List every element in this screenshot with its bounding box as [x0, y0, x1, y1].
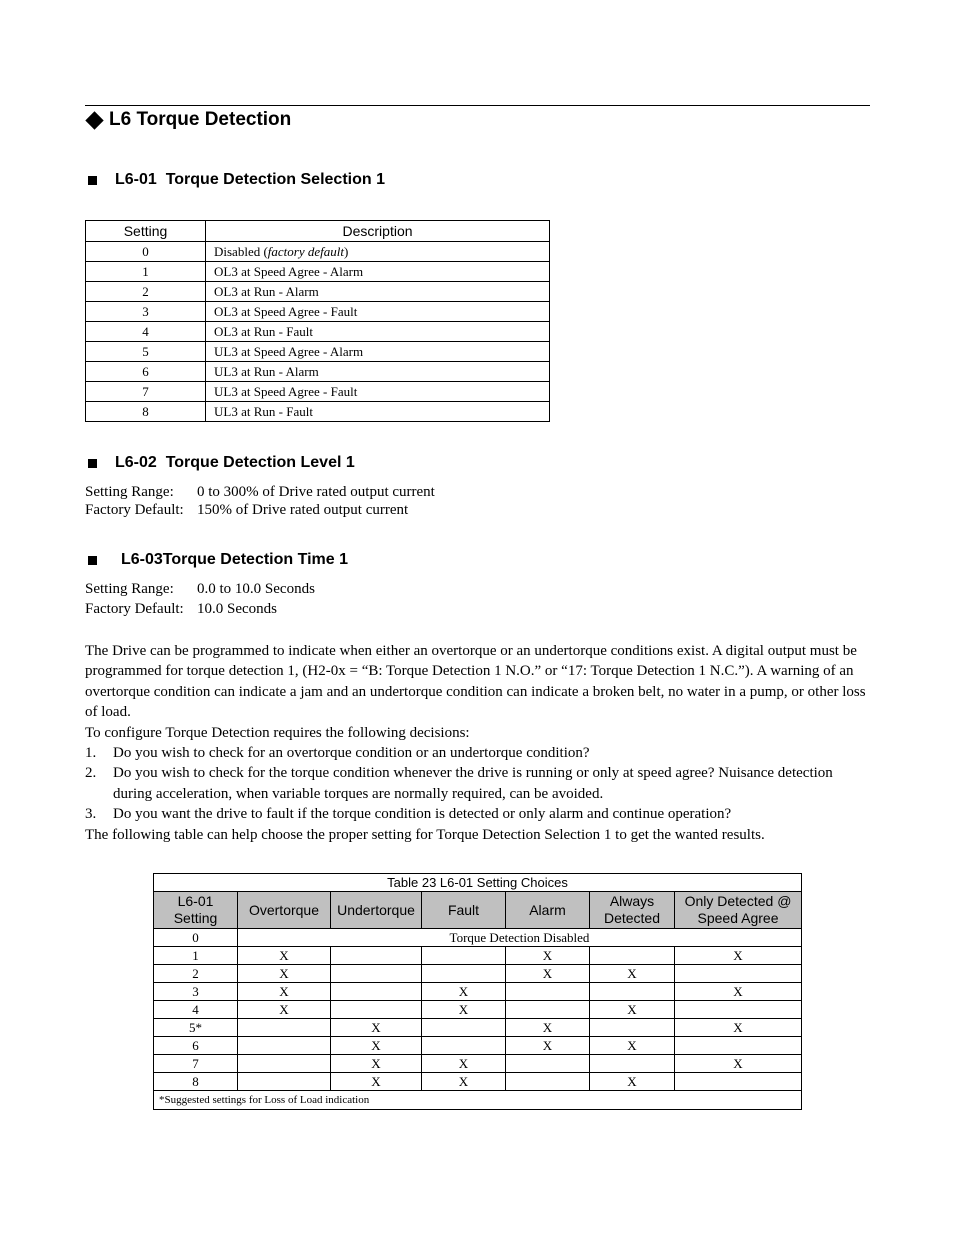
col-fault: Fault	[422, 892, 506, 929]
table-row	[154, 1073, 802, 1091]
table-cell: 0	[86, 242, 206, 262]
table-cell: OL3 at Speed Agree - Alarm	[206, 262, 550, 282]
table-row	[86, 262, 550, 282]
table-cell: X	[675, 1019, 802, 1037]
table-cell	[506, 1001, 590, 1019]
table-row	[154, 983, 802, 1001]
table-row	[86, 322, 550, 342]
table-row	[86, 362, 550, 382]
table-cell	[238, 1019, 331, 1037]
param-heading-l6-03	[88, 551, 348, 569]
table-cell: 3	[86, 302, 206, 322]
table-cell: X	[590, 965, 675, 983]
col-setting: Setting	[86, 221, 206, 242]
table-cell	[675, 1037, 802, 1055]
list-item: 3. Do you want the drive to fault if the torque condition is detected or only alarm and continue operation?	[85, 806, 732, 823]
table-row	[86, 402, 550, 422]
col-overtorque: Overtorque	[238, 892, 331, 929]
col-undertorque: Undertorque	[331, 892, 422, 929]
col-l6-01-setting: L6-01 Setting	[154, 892, 238, 929]
table-cell	[590, 983, 675, 1001]
table-cell	[331, 965, 422, 983]
table-cell	[238, 1073, 331, 1091]
table-cell: X	[590, 1073, 675, 1091]
table-cell	[422, 1019, 506, 1037]
closing-text: The following table can help choose the proper setting for Torque Detection Selection 1 to get the wanted results.	[85, 826, 765, 843]
factory-default-value: 10.0 Seconds	[197, 601, 277, 617]
table-cell: 6	[154, 1037, 238, 1055]
col-always-detected: Always Detected	[590, 892, 675, 929]
table-cell: X	[422, 1073, 506, 1091]
table-cell: 1	[86, 262, 206, 282]
table-cell	[590, 947, 675, 965]
table-row	[154, 1019, 802, 1037]
table-cell: 7	[154, 1055, 238, 1073]
table-cell: OL3 at Speed Agree - Fault	[206, 302, 550, 322]
table-cell: UL3 at Speed Agree - Fault	[206, 382, 550, 402]
diamond-bullet-icon	[85, 111, 103, 129]
table-cell: OL3 at Run - Alarm	[206, 282, 550, 302]
table-cell	[590, 1019, 675, 1037]
param-code: L6-01	[115, 171, 157, 188]
table-cell: 2	[86, 282, 206, 302]
col-alarm: Alarm	[506, 892, 590, 929]
table-cell: X	[506, 1019, 590, 1037]
table-cell: X	[238, 1001, 331, 1019]
table-cell: X	[590, 1037, 675, 1055]
table-cell	[422, 1037, 506, 1055]
table-row	[86, 382, 550, 402]
table-cell: 4	[154, 1001, 238, 1019]
table-cell: 6	[86, 362, 206, 382]
table-cell: OL3 at Run - Fault	[206, 322, 550, 342]
setting-choices-table	[153, 873, 802, 1110]
table-row	[86, 282, 550, 302]
setting-range-value: 0 to 300% of Drive rated output current	[197, 484, 435, 500]
table-cell: X	[238, 965, 331, 983]
table-cell: Disabled (factory default)	[206, 242, 550, 262]
intro-paragraph: The Drive can be programmed to indicate when either an overtorque or an undertorque conditions exist. A digital output must be programmed for torque detection 1, (H2-0x = “B: Torque Detection 1 N.O.” or “17: Torque Detection 1 N.C.”). A warning of an overtorque condition can indicate a jam and an undertorque condition can indicate a broken belt, no water in a pump, or other loss of load.	[85, 643, 866, 721]
table-row	[86, 242, 550, 262]
table-cell: 5	[86, 342, 206, 362]
l6-03-values: Setting Range: 0.0 to 10.0 Seconds Factory Default: 10.0 Seconds	[85, 581, 315, 617]
table-row	[154, 965, 802, 983]
table-caption: Table 23 L6-01 Setting Choices	[154, 874, 802, 892]
table-cell: X	[506, 947, 590, 965]
square-bullet-icon	[88, 556, 97, 565]
table-footnote: *Suggested settings for Loss of Load indication	[154, 1091, 802, 1110]
table-cell	[675, 1001, 802, 1019]
factory-default-value: 150% of Drive rated output current	[197, 502, 409, 518]
table-cell	[590, 1055, 675, 1073]
table-cell: UL3 at Speed Agree - Alarm	[206, 342, 550, 362]
table-cell: UL3 at Run - Fault	[206, 402, 550, 422]
param-title: L6-03Torque Detection Time 1	[121, 551, 349, 568]
table-cell	[331, 947, 422, 965]
table-row	[86, 342, 550, 362]
table-cell: X	[422, 983, 506, 1001]
list-item: 2. Do you wish to check for the torque condition whenever the drive is running or only at speed agree? Nuisance detection during acceleration, when variable torques are normally required, can be avoided.	[85, 765, 833, 802]
table-cell	[331, 983, 422, 1001]
table-cell: X	[422, 1001, 506, 1019]
table-cell: 8	[86, 402, 206, 422]
section-heading	[85, 109, 291, 131]
table-row	[154, 1055, 802, 1073]
table-cell: X	[238, 947, 331, 965]
table-cell: X	[675, 1055, 802, 1073]
selection-table	[85, 220, 550, 422]
table-cell	[506, 1055, 590, 1073]
table-cell: 3	[154, 983, 238, 1001]
disabled-cell: Torque Detection Disabled	[238, 929, 802, 947]
table-cell: X	[331, 1073, 422, 1091]
table-cell	[422, 965, 506, 983]
table-cell	[506, 983, 590, 1001]
table-cell: 8	[154, 1073, 238, 1091]
list-item: 1. Do you wish to check for an overtorque condition or an undertorque condition?	[85, 745, 590, 762]
table-row	[154, 1037, 802, 1055]
table-row	[154, 947, 802, 965]
table-cell	[238, 1055, 331, 1073]
body-text	[85, 641, 870, 845]
table-cell: X	[331, 1037, 422, 1055]
param-title: Torque Detection Level 1	[165, 454, 355, 471]
table-cell	[675, 1073, 802, 1091]
table-cell: 5*	[154, 1019, 238, 1037]
table-cell: UL3 at Run - Alarm	[206, 362, 550, 382]
table-row	[154, 929, 802, 947]
table-cell	[506, 1073, 590, 1091]
table-cell: X	[238, 983, 331, 1001]
table-cell	[331, 1001, 422, 1019]
section-title: L6 Torque Detection	[109, 109, 292, 130]
param-title: Torque Detection Selection 1	[165, 171, 385, 188]
table-cell: X	[675, 947, 802, 965]
col-description: Description	[206, 221, 550, 242]
setting-range-value: 0.0 to 10.0 Seconds	[197, 581, 315, 597]
table-row	[86, 302, 550, 322]
table-cell: X	[331, 1055, 422, 1073]
table-cell: 1	[154, 947, 238, 965]
table-cell: X	[506, 1037, 590, 1055]
param-heading-l6-01	[88, 171, 385, 189]
table-cell: 7	[86, 382, 206, 402]
table-cell	[675, 965, 802, 983]
table-row	[154, 1001, 802, 1019]
table-cell: 0	[154, 929, 238, 947]
square-bullet-icon	[88, 459, 97, 468]
l6-02-values: Setting Range: 0 to 300% of Drive rated output current Factory Default: 150% of Drive rated output current	[85, 484, 435, 518]
param-heading-l6-02	[88, 454, 355, 472]
col-only-detected-speed-agree: Only Detected @ Speed Agree	[675, 892, 802, 929]
table-cell	[238, 1037, 331, 1055]
table-cell: 2	[154, 965, 238, 983]
lead-text: To configure Torque Detection requires the following decisions:	[85, 724, 470, 741]
table-cell: X	[422, 1055, 506, 1073]
table-cell: X	[590, 1001, 675, 1019]
square-bullet-icon	[88, 176, 97, 185]
table-cell: 4	[86, 322, 206, 342]
table-cell: X	[331, 1019, 422, 1037]
header-rule	[85, 105, 870, 106]
table-cell: X	[506, 965, 590, 983]
table-cell	[422, 947, 506, 965]
param-code: L6-02	[115, 454, 157, 471]
table-cell: X	[675, 983, 802, 1001]
